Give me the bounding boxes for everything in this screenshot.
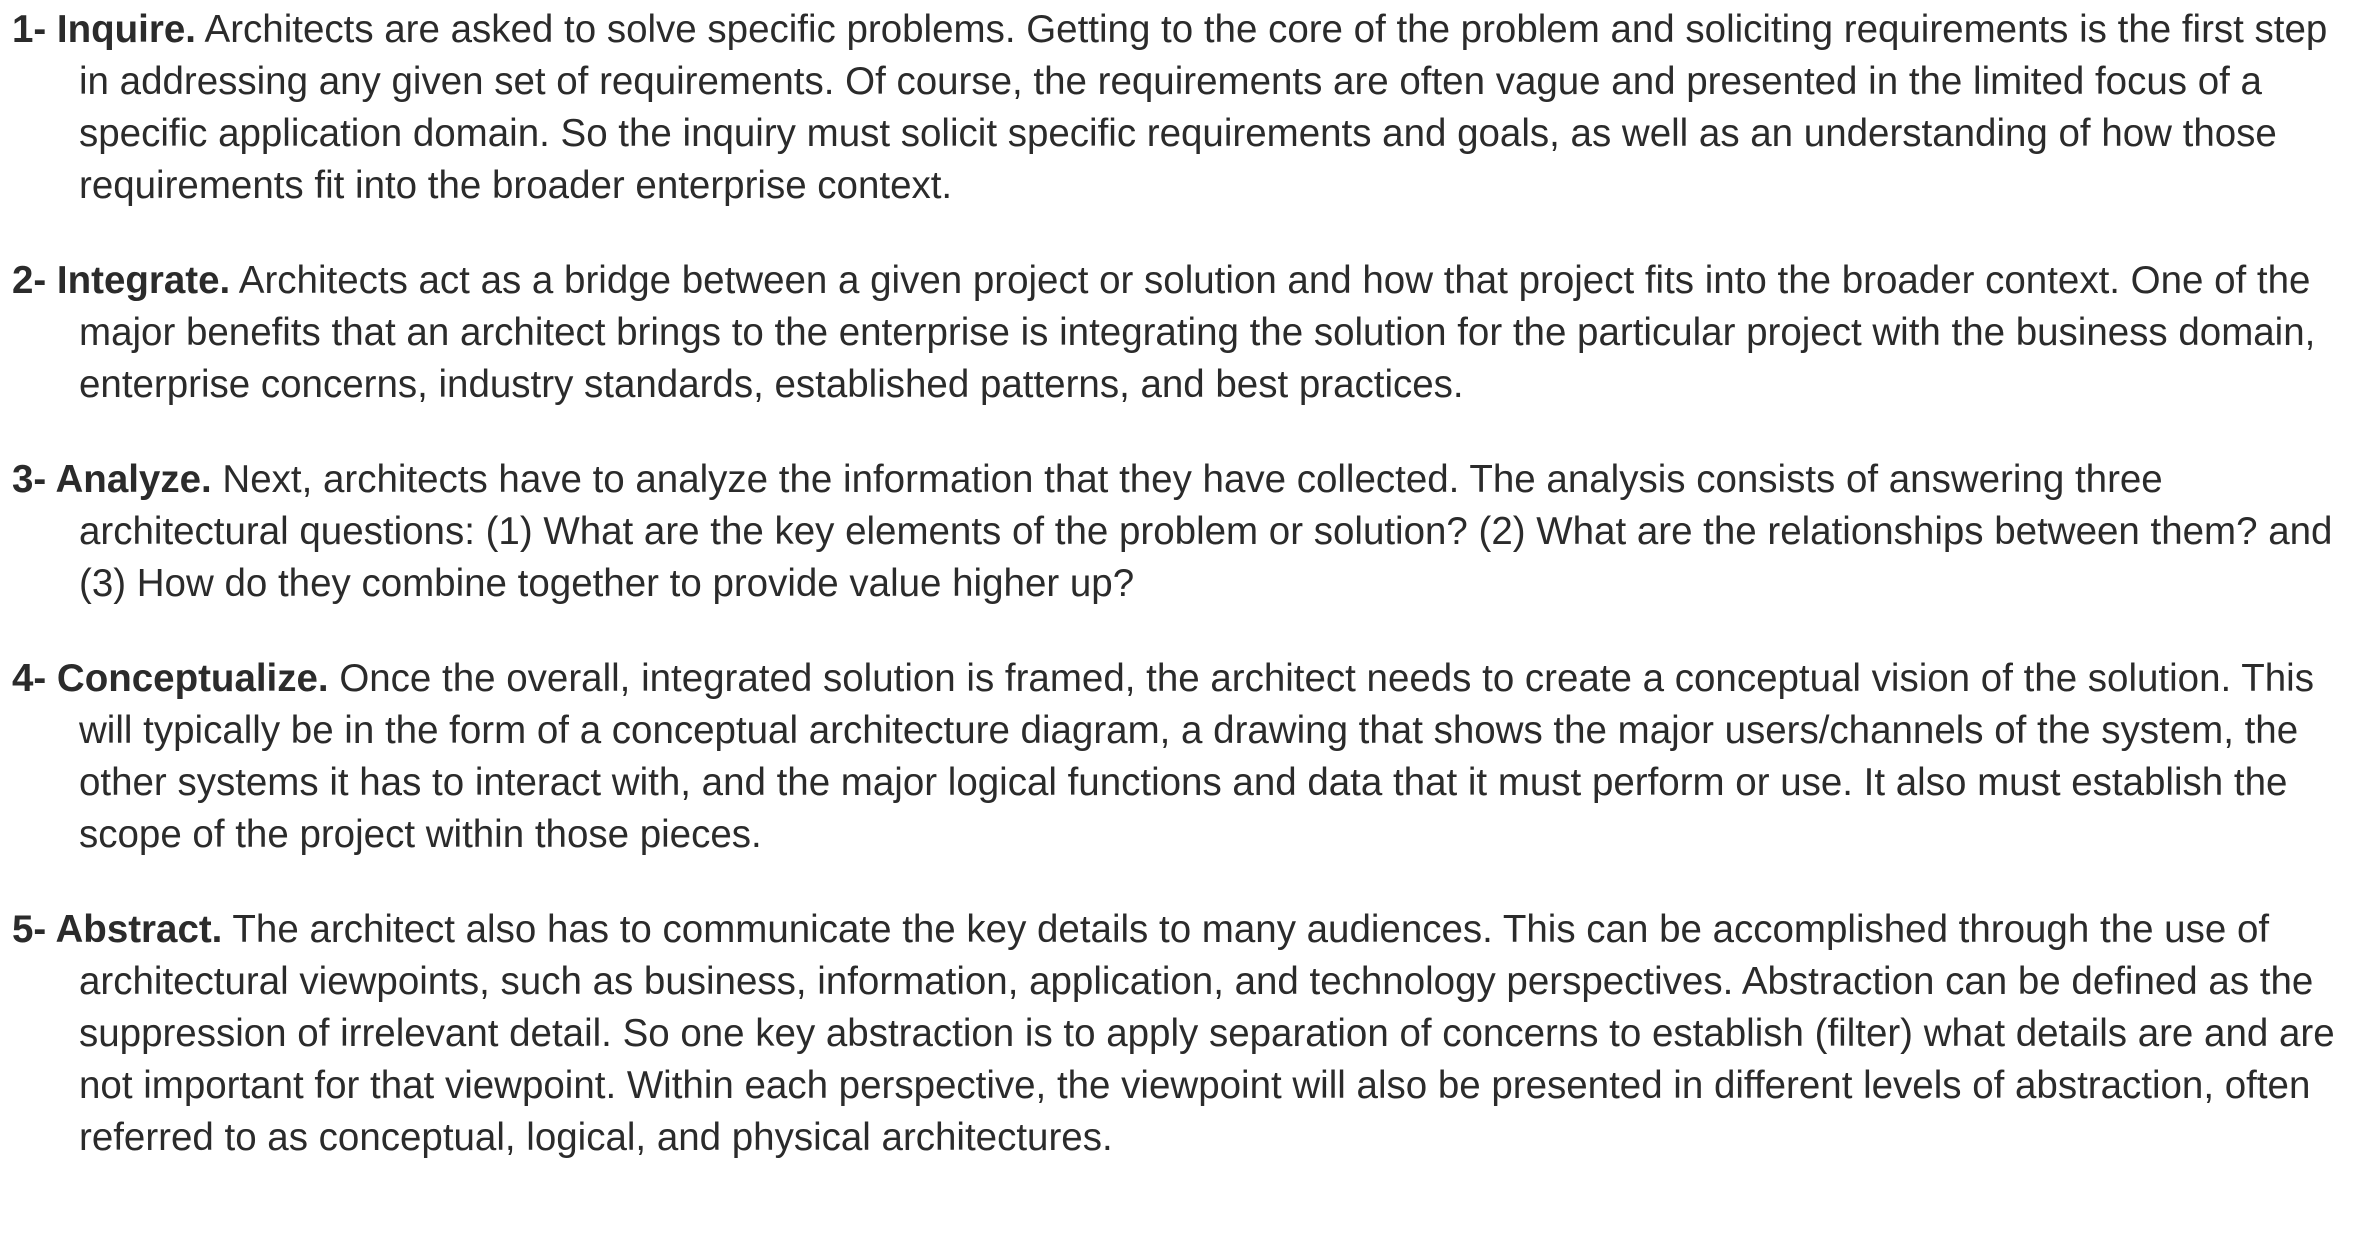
item-text: Architects are asked to solve specific problems. Getting to the core of the problem and soliciting requirements is the first step in addressing any given set of requirements. Of course, the requirements are often vague and presented in the limited focus of a specific application domain. So the inquiry must solicit specific requirements and goals, as well as an understanding of how those requirements fit into the broader enterprise context. [79, 8, 2328, 207]
item-heading: 5- Abstract. [12, 908, 223, 951]
list-item-abstract [12, 904, 2364, 1164]
list-item-analyze [12, 454, 2364, 610]
item-text: Architects act as a bridge between a given project or solution and how that project fits into the broader context. One of the major benefits that an architect brings to the enterprise is integrating the solution for the particular project with the business domain, enterprise concerns, industry standards, established patterns, and best practices. [79, 259, 2316, 406]
item-heading: 2- Integrate. [12, 259, 231, 302]
item-text: The architect also has to communicate the key details to many audiences. This can be accomplished through the use of architectural viewpoints, such as business, information, application, and technology perspectives. Abstraction can be defined as the suppression of irrelevant detail. So one key abstraction is to apply separation of concerns to establish (filter) what details are and are not important for that viewpoint. Within each perspective, the viewpoint will also be presented in different levels of abstraction, often referred to as conceptual, logical, and physical architectures. [79, 908, 2335, 1159]
item-text: Next, architects have to analyze the information that they have collected. The analysis consists of answering three architectural questions: (1) What are the key elements of the problem or solution? (2) What are the relationships between them? and (3) How do they combine together to provide value higher up? [79, 458, 2333, 605]
item-text: Once the overall, integrated solution is framed, the architect needs to create a conceptual vision of the solution. This will typically be in the form of a conceptual architecture diagram, a drawing that shows the major users/channels of the system, the other systems it has to interact with, and the major logical functions and data that it must perform or use. It also must establish the scope of the project within those pieces. [79, 657, 2314, 856]
list-item-inquire [12, 4, 2364, 212]
list-item-conceptualize [12, 653, 2364, 861]
item-heading: 1- Inquire. [12, 8, 196, 51]
item-heading: 3- Analyze. [12, 458, 212, 501]
item-heading: 4- Conceptualize. [12, 657, 329, 700]
document-body [12, 4, 2364, 1164]
list-item-integrate [12, 255, 2364, 411]
